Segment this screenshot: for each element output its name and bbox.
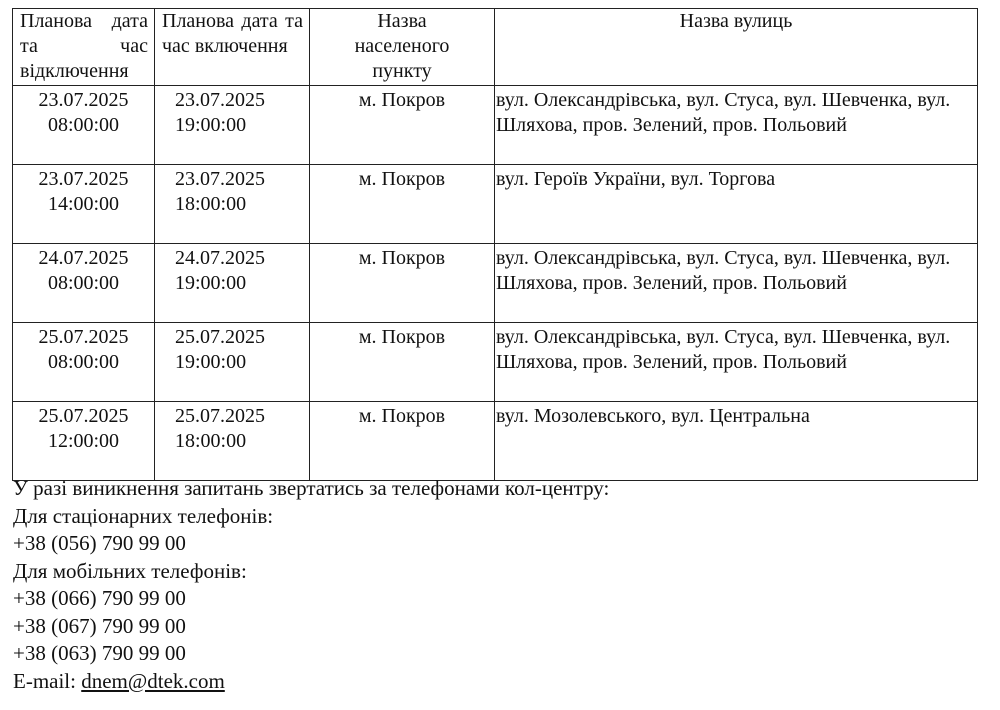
off-datetime-cell [13, 244, 155, 323]
on-date: 23.07.2025 [175, 89, 265, 111]
off-date: 25.07.2025 [38, 326, 129, 348]
on-time: 19:00:00 [175, 272, 247, 294]
off-datetime-cell [13, 86, 155, 165]
header-settlement: Назва населеного пункту [310, 9, 495, 86]
on-time: 19:00:00 [175, 351, 247, 373]
streets-cell: вул. Олександрівська, вул. Стуса, вул. Шевченка, вул. Шляхова, пров. Зелений, пров. Польовий [495, 244, 978, 323]
streets-cell: вул. Олександрівська, вул. Стуса, вул. Шевченка, вул. Шляхова, пров. Зелений, пров. Польовий [495, 323, 978, 402]
email-link[interactable]: dnem@dtek.com [81, 668, 225, 693]
on-datetime-cell [155, 165, 310, 244]
on-datetime-cell [155, 402, 310, 481]
email-label: E-mail: [13, 668, 76, 693]
on-date: 24.07.2025 [175, 247, 265, 269]
streets-cell: вул. Мозолевського, вул. Центральна [495, 402, 978, 481]
off-datetime-cell [13, 402, 155, 481]
landline-phone: +38 (056) 790 99 00 [13, 531, 186, 555]
contact-block [13, 475, 609, 695]
table-row [13, 323, 978, 402]
settlement-cell: м. Покров [310, 402, 495, 481]
off-time: 08:00:00 [47, 351, 120, 373]
streets-cell: вул. Героїв України, вул. Торгова [495, 165, 978, 244]
on-datetime-cell [155, 323, 310, 402]
mobile-phone: +38 (067) 790 99 00 [13, 613, 186, 638]
on-date: 23.07.2025 [175, 168, 265, 190]
on-datetime-cell [155, 244, 310, 323]
off-date: 23.07.2025 [38, 89, 129, 111]
mobile-phone: +38 (063) 790 99 00 [13, 641, 186, 665]
email-line [13, 668, 609, 696]
off-datetime-cell [13, 323, 155, 402]
landline-label: Для стаціонарних телефонів: [13, 503, 274, 528]
header-off-datetime: Планова дата та час відключення [13, 9, 155, 86]
off-date: 24.07.2025 [38, 247, 129, 269]
off-date: 25.07.2025 [38, 405, 129, 427]
header-streets: Назва вулиць [495, 9, 978, 86]
off-datetime-cell [13, 165, 155, 244]
on-date: 25.07.2025 [175, 326, 265, 348]
on-datetime-cell [155, 86, 310, 165]
settlement-cell: м. Покров [310, 244, 495, 323]
mobile-label: Для мобільних телефонів: [13, 558, 247, 583]
settlement-cell: м. Покров [310, 165, 495, 244]
table-row [13, 86, 978, 165]
streets-cell: вул. Олександрівська, вул. Стуса, вул. Шевченка, вул. Шляхова, пров. Зелений, пров. Польовий [495, 86, 978, 165]
header-on-datetime: Планова дата та час включення [155, 9, 310, 86]
settlement-cell: м. Покров [310, 323, 495, 402]
table-row [13, 402, 978, 481]
off-date: 23.07.2025 [38, 168, 129, 190]
settlement-cell: м. Покров [310, 86, 495, 165]
off-time: 08:00:00 [47, 272, 120, 294]
on-time: 19:00:00 [175, 114, 247, 136]
table-row [13, 244, 978, 323]
contact-intro: У разі виникнення запитань звертатись за телефонами кол-центру: [13, 476, 610, 500]
mobile-phone: +38 (066) 790 99 00 [13, 586, 186, 610]
off-time: 12:00:00 [47, 430, 120, 452]
outage-schedule-table [12, 8, 978, 481]
on-time: 18:00:00 [175, 430, 247, 452]
table-header-row [13, 9, 978, 86]
off-time: 08:00:00 [47, 114, 120, 136]
on-date: 25.07.2025 [175, 405, 265, 427]
on-time: 18:00:00 [175, 193, 247, 215]
off-time: 14:00:00 [47, 193, 120, 215]
table-row [13, 165, 978, 244]
